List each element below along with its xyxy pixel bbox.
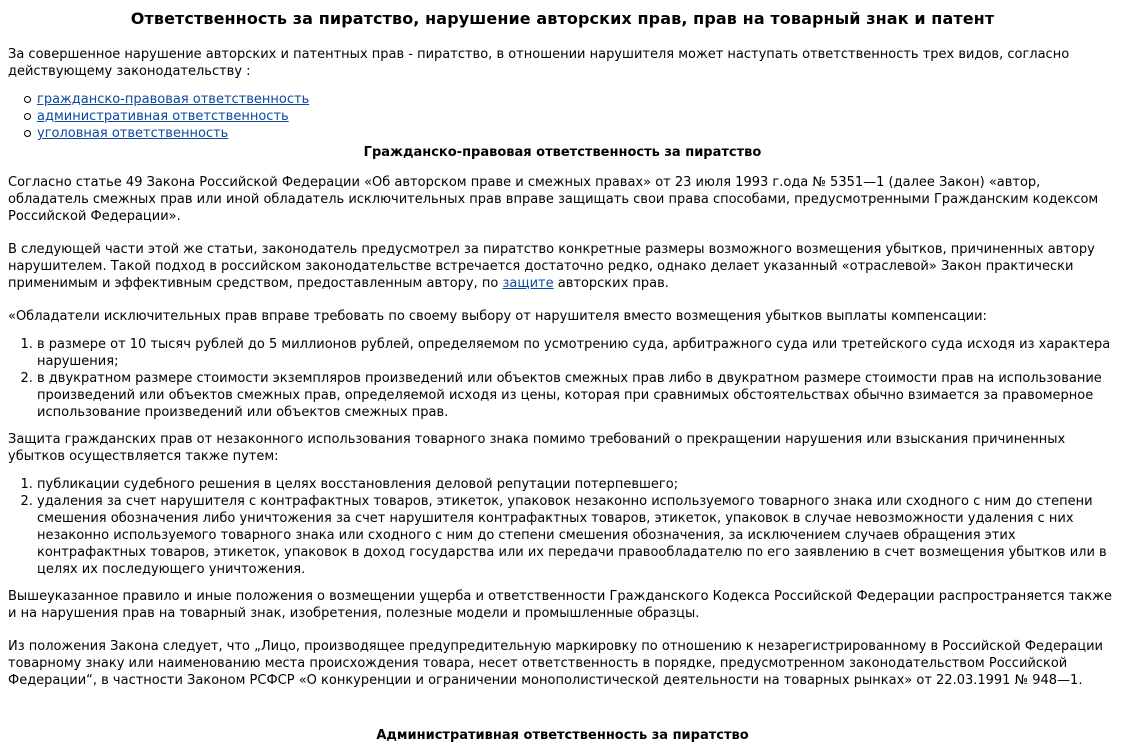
criminal-liability-link[interactable]: уголовная ответственность	[37, 126, 229, 141]
protection-list	[8, 476, 1117, 578]
section-title-administrative: Административная ответственность за пиратство	[376, 728, 749, 743]
paragraph-text: В следующей части этой же статьи, законодатель предусмотрел за пиратство конкретные размеры возможного возмещения убытков, причиненных автору нарушителем. Такой подход в российском законодательстве встречается достаточно редко, однако делает указанный «отраслевой» Закон практически применимым и эффективным средством, предоставленным автору, по	[8, 242, 1095, 291]
list-item: 1. в размере от 10 тысяч рублей до 5 миллионов рублей, определяемом по усмотрению суда, арбитражного суда или третейского суда исходя из характера нарушения;	[37, 336, 1117, 370]
list-item: 2. в двукратном размере стоимости экземпляров произведений или объектов смежных прав либо в двукратном размере стоимости прав на использование произведений или объектов смежных прав, определяемой исходя из цены, которая при сравнимых обстоятельствах обычно взимается за правомерное использование произведений или объектов смежных прав.	[37, 370, 1117, 421]
civil-liability-link[interactable]: гражданско-правовая ответственность	[37, 92, 310, 107]
list-item	[37, 108, 1117, 125]
paragraph-civil-code: Вышеуказанное правило и иные положения о возмещении ущерба и ответственности Гражданского Кодекса Российской Федерации распространяется также и на нарушения прав на товарный знак, изобретения, полезные модели и промышленные образцы.	[8, 589, 1112, 621]
liability-links-list	[8, 91, 1117, 142]
intro-paragraph: За совершенное нарушение авторских и патентных прав - пиратство, в отношении нарушителя может наступать ответственность трех видов, согласно действующему законодательству :	[8, 47, 1070, 79]
circle-bullet-icon	[24, 113, 31, 120]
protection-link[interactable]: защите	[502, 276, 554, 291]
list-item: 1. публикации судебного решения в целях восстановления деловой репутации потерпевшего;	[37, 476, 1117, 493]
paragraph-article-49: Согласно статье 49 Закона Российской Федерации «Об авторском праве и смежных правах» от 23 июля 1993 г.ода № 5351—1 (далее Закон) «автор, обладатель смежных прав или иной обладатель исключительных прав вправе защищать свои права способами, предусмотренными Гражданским кодексом Российской Федерации».	[8, 175, 1099, 224]
protection-intro-paragraph: Защита гражданских прав от незаконного использования товарного знака помимо требований о прекращении нарушения или взыскания причиненных убытков осуществляется также путем:	[8, 432, 1066, 464]
list-item: 2. удаления за счет нарушителя с контрафактных товаров, этикеток, упаковок незаконно используемого товарного знака или сходного с ним до степени смешения обозначения либо уничтожения за счет нарушителя контрафактных товаров, этикеток, упаковок в случае невозможности удаления с них незаконно используемого товарного знака или сходного с ним до степени смешения обозначения, за исключением случаев обращения этих контрафактных товаров, этикеток, упаковок в доход государства или их передачи правообладателю по его заявлению в счет возмещения убытков или в целях их последующего уничтожения.	[37, 493, 1117, 578]
circle-bullet-icon	[24, 130, 31, 137]
page-title: Ответственность за пиратство, нарушение авторских прав, прав на товарный знак и патент	[130, 9, 995, 28]
compensation-list	[8, 336, 1117, 421]
paragraph-warning-marking: Из положения Закона следует, что „Лицо, производящее предупредительную маркировку по отношению к незарегистрированному в Российской Федерации товарному знаку или наименованию места происхождения товара, несет ответственность в порядке, предусмотренном законодательством Российской Федерации“, в частности Законом РСФСР «О конкуренции и ограничении монополистической деятельности на товарных рынках» от 22.03.1991 № 948—1.	[8, 639, 1103, 688]
circle-bullet-icon	[24, 96, 31, 103]
paragraph-text: авторских прав.	[553, 276, 669, 291]
administrative-liability-link[interactable]: административная ответственность	[37, 109, 289, 124]
section-title-civil: Гражданско-правовая ответственность за пиратство	[363, 145, 762, 160]
quote-intro-paragraph: «Обладатели исключительных прав вправе требовать по своему выбору от нарушителя вместо возмещения убытков выплаты компенсации:	[8, 309, 987, 324]
list-item	[37, 125, 1117, 142]
paragraph-compensation	[8, 241, 1117, 292]
list-item	[37, 91, 1117, 108]
